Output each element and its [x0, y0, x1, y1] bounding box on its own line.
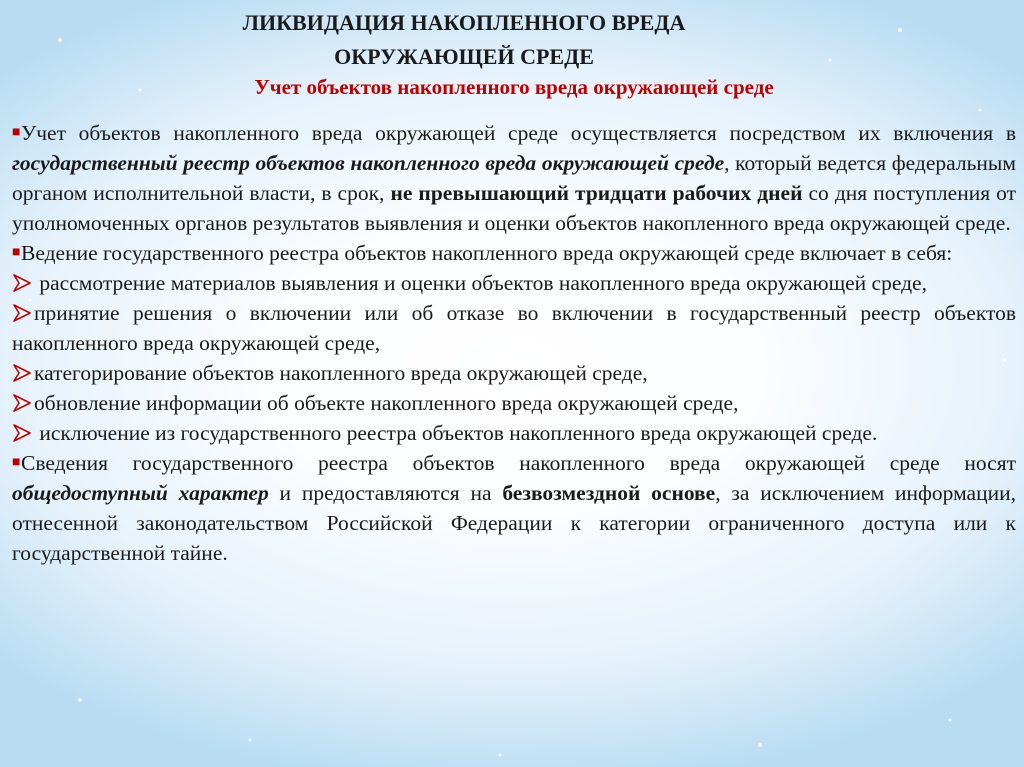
slide-subtitle: Учет объектов накопленного вреда окружающей среде: [254, 75, 774, 99]
text-segment: Ведение государственного реестра объектов накопленного вреда окружающей среде включает в себя:: [21, 241, 953, 265]
list-item: [12, 298, 1016, 358]
list-item-text: исключение из государственного реестра объектов накопленного вреда окружающей среде.: [34, 421, 878, 445]
list-item: [12, 418, 1016, 448]
arrow-bullet-icon: [12, 274, 34, 292]
square-bullet-icon: ■: [12, 125, 21, 140]
paragraph-accounting: [12, 118, 1016, 238]
emphasis-public: общедоступный характер: [12, 481, 269, 505]
list-item-text: рассмотрение материалов выявления и оценки объектов накопленного вреда окружающей среде,: [34, 271, 927, 295]
list-item: [12, 388, 1016, 418]
paragraph-registry-includes: [12, 238, 1016, 268]
arrow-bullet-icon: [12, 364, 34, 382]
list-item-text: принятие решения о включении или об отказе во включении в государственный реестр объектов накопленного вреда окружающей среде,: [12, 301, 1016, 355]
text-segment: со дня поступления от уполномоченных органов результатов выявления и оценки объектов накопленного вреда окружающей среде.: [12, 181, 1016, 235]
paragraph-public-access: [12, 448, 1016, 568]
list-item-text: категорирование объектов накопленного вреда окружающей среде,: [34, 361, 648, 385]
slide-body: [12, 118, 1016, 568]
square-bullet-icon: ■: [12, 455, 21, 470]
emphasis-free: безвозмездной основе: [502, 481, 716, 505]
square-bullet-icon: ■: [12, 245, 21, 260]
text-segment: , за исключением информации, отнесенной законодательством Российской Федерации к категории ограниченного доступа или к государственной тайне.: [12, 481, 1016, 565]
title-line-1: ЛИКВИДАЦИЯ НАКОПЛЕННОГО ВРЕДА: [242, 10, 686, 35]
list-item: [12, 358, 1016, 388]
list-item: [12, 268, 1016, 298]
emphasis-registry: государственный реестр объектов накопленного вреда окружающей среде: [12, 151, 725, 175]
text-segment: , который ведется федеральным органом исполнительной власти, в срок,: [12, 151, 1016, 205]
slide-content: [12, 0, 1016, 568]
arrow-bullet-icon: [12, 424, 34, 442]
text-segment: Учет объектов накопленного вреда окружающей среде осуществляется посредством их включения в: [21, 121, 1016, 145]
slide-title: [12, 6, 1016, 74]
emphasis-deadline: не превышающий тридцати рабочих дней: [390, 181, 803, 205]
arrow-bullet-icon: [12, 304, 34, 322]
title-line-2: ОКРУЖАЮЩЕЙ СРЕДЕ: [334, 44, 594, 69]
text-segment: Сведения государственного реестра объектов накопленного вреда окружающей среде носят: [21, 451, 1016, 475]
text-segment: и предоставляются на: [268, 481, 503, 505]
arrow-bullet-icon: [12, 394, 34, 412]
list-item-text: обновление информации об объекте накопленного вреда окружающей среде,: [34, 391, 739, 415]
